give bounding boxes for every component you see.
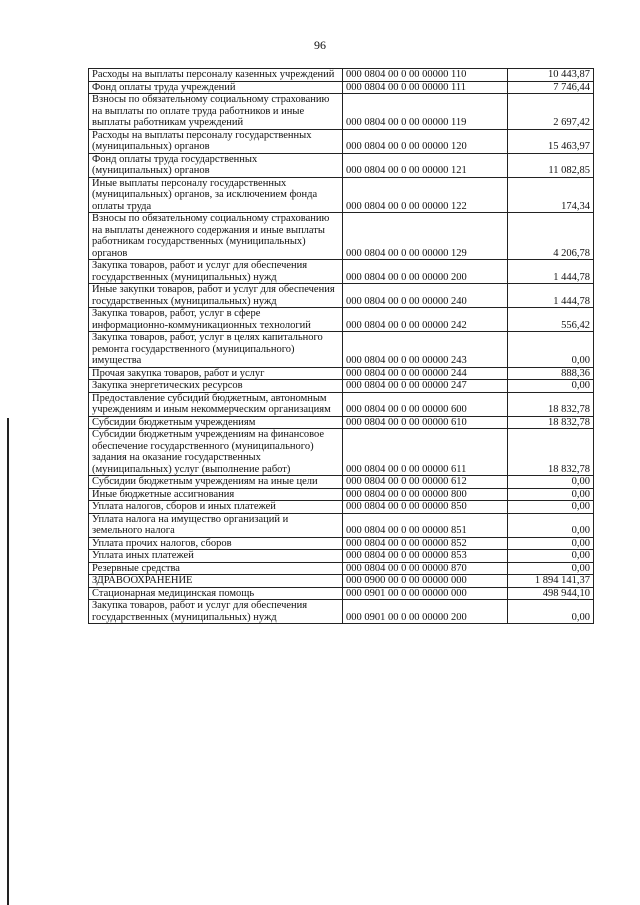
row-code-cell: 000 0804 00 0 00 00000 612 [343,476,508,489]
row-amount-cell: 0,00 [508,488,594,501]
table-row [89,537,594,550]
row-code-cell: 000 0804 00 0 00 00000 120 [343,129,508,153]
row-amount-cell: 7 746,44 [508,81,594,94]
row-amount-cell: 10 443,87 [508,69,594,82]
row-code-cell: 000 0804 00 0 00 00000 852 [343,537,508,550]
table-row [89,308,594,332]
row-amount-cell: 0,00 [508,513,594,537]
table-row [89,513,594,537]
row-name-cell: Закупка энергетических ресурсов [89,380,343,393]
row-name-cell: Субсидии бюджетным учреждениям на финансовое обеспечение государственного (муниципального) задания на оказание государственных (муниципальных) услуг (выполнение работ) [89,429,343,476]
table-row [89,562,594,575]
table-row [89,260,594,284]
row-amount-cell: 0,00 [508,476,594,489]
row-name-cell: Субсидии бюджетным учреждениям [89,416,343,429]
row-code-cell: 000 0804 00 0 00 00000 870 [343,562,508,575]
budget-table-body [89,69,594,624]
table-row [89,367,594,380]
table-row [89,587,594,600]
row-code-cell: 000 0804 00 0 00 00000 247 [343,380,508,393]
row-code-cell: 000 0900 00 0 00 00000 000 [343,575,508,588]
row-amount-cell: 2 697,42 [508,94,594,130]
row-code-cell: 000 0804 00 0 00 00000 111 [343,81,508,94]
row-code-cell: 000 0804 00 0 00 00000 119 [343,94,508,130]
table-row [89,488,594,501]
row-amount-cell: 1 894 141,37 [508,575,594,588]
row-code-cell: 000 0901 00 0 00 00000 200 [343,600,508,624]
row-code-cell: 000 0804 00 0 00 00000 110 [343,69,508,82]
row-name-cell: Резервные средства [89,562,343,575]
row-amount-cell: 11 082,85 [508,153,594,177]
row-code-cell: 000 0804 00 0 00 00000 121 [343,153,508,177]
row-amount-cell: 0,00 [508,562,594,575]
row-name-cell: Фонд оплаты труда учреждений [89,81,343,94]
table-row [89,575,594,588]
row-code-cell: 000 0804 00 0 00 00000 240 [343,284,508,308]
row-name-cell: ЗДРАВООХРАНЕНИЕ [89,575,343,588]
row-code-cell: 000 0804 00 0 00 00000 242 [343,308,508,332]
row-name-cell: Взносы по обязательному социальному страхованию на выплаты денежного содержания и иные выплаты работникам государственных (муниципальных) органов [89,213,343,260]
table-row [89,550,594,563]
row-amount-cell: 0,00 [508,600,594,624]
row-code-cell: 000 0804 00 0 00 00000 244 [343,367,508,380]
row-code-cell: 000 0804 00 0 00 00000 243 [343,332,508,368]
page-number: 96 [314,38,326,52]
row-name-cell: Уплата прочих налогов, сборов [89,537,343,550]
row-amount-cell: 4 206,78 [508,213,594,260]
table-row [89,213,594,260]
budget-table [88,68,594,624]
row-code-cell: 000 0804 00 0 00 00000 129 [343,213,508,260]
row-name-cell: Закупка товаров, работ, услуг в целях капитального ремонта государственного (муниципального) имущества [89,332,343,368]
row-code-cell: 000 0804 00 0 00 00000 851 [343,513,508,537]
table-row [89,129,594,153]
table-row [89,429,594,476]
row-code-cell: 000 0901 00 0 00 00000 000 [343,587,508,600]
row-amount-cell: 888,36 [508,367,594,380]
row-name-cell: Иные закупки товаров, работ и услуг для обеспечения государственных (муниципальных) нужд [89,284,343,308]
table-row [89,284,594,308]
row-amount-cell: 18 832,78 [508,392,594,416]
row-amount-cell: 0,00 [508,332,594,368]
row-name-cell: Предоставление субсидий бюджетным, автономным учреждениям и иным некоммерческим организациям [89,392,343,416]
row-name-cell: Субсидии бюджетным учреждениям на иные цели [89,476,343,489]
row-name-cell: Уплата иных платежей [89,550,343,563]
row-name-cell: Расходы на выплаты персоналу казенных учреждений [89,69,343,82]
table-row [89,380,594,393]
row-amount-cell: 1 444,78 [508,284,594,308]
row-name-cell: Стационарная медицинская помощь [89,587,343,600]
row-name-cell: Закупка товаров, работ, услуг в сфере информационно-коммуникационных технологий [89,308,343,332]
row-code-cell: 000 0804 00 0 00 00000 610 [343,416,508,429]
table-row [89,600,594,624]
row-code-cell: 000 0804 00 0 00 00000 600 [343,392,508,416]
binding-margin-line [7,418,9,905]
table-row [89,476,594,489]
row-name-cell: Расходы на выплаты персоналу государственных (муниципальных) органов [89,129,343,153]
table-row [89,332,594,368]
row-amount-cell: 0,00 [508,537,594,550]
row-code-cell: 000 0804 00 0 00 00000 611 [343,429,508,476]
table-row [89,177,594,213]
row-amount-cell: 1 444,78 [508,260,594,284]
row-amount-cell: 15 463,97 [508,129,594,153]
row-amount-cell: 556,42 [508,308,594,332]
row-code-cell: 000 0804 00 0 00 00000 800 [343,488,508,501]
row-name-cell: Фонд оплаты труда государственных (муниципальных) органов [89,153,343,177]
row-amount-cell: 0,00 [508,501,594,514]
table-row [89,69,594,82]
table-row [89,392,594,416]
row-amount-cell: 174,34 [508,177,594,213]
row-code-cell: 000 0804 00 0 00 00000 850 [343,501,508,514]
row-name-cell: Иные бюджетные ассигнования [89,488,343,501]
table-row [89,94,594,130]
row-name-cell: Закупка товаров, работ и услуг для обеспечения государственных (муниципальных) нужд [89,600,343,624]
row-amount-cell: 0,00 [508,550,594,563]
row-name-cell: Уплата налога на имущество организаций и земельного налога [89,513,343,537]
row-amount-cell: 498 944,10 [508,587,594,600]
row-name-cell: Закупка товаров, работ и услуг для обеспечения государственных (муниципальных) нужд [89,260,343,284]
table-row [89,81,594,94]
row-amount-cell: 18 832,78 [508,416,594,429]
row-code-cell: 000 0804 00 0 00 00000 122 [343,177,508,213]
row-code-cell: 000 0804 00 0 00 00000 853 [343,550,508,563]
table-row [89,416,594,429]
row-name-cell: Иные выплаты персоналу государственных (муниципальных) органов, за исключением фонда оплаты труда [89,177,343,213]
row-amount-cell: 18 832,78 [508,429,594,476]
table-row [89,153,594,177]
row-name-cell: Прочая закупка товаров, работ и услуг [89,367,343,380]
row-code-cell: 000 0804 00 0 00 00000 200 [343,260,508,284]
row-name-cell: Взносы по обязательному социальному страхованию на выплаты по оплате труда работников и иные выплаты работникам учреждений [89,94,343,130]
row-amount-cell: 0,00 [508,380,594,393]
table-row [89,501,594,514]
row-name-cell: Уплата налогов, сборов и иных платежей [89,501,343,514]
